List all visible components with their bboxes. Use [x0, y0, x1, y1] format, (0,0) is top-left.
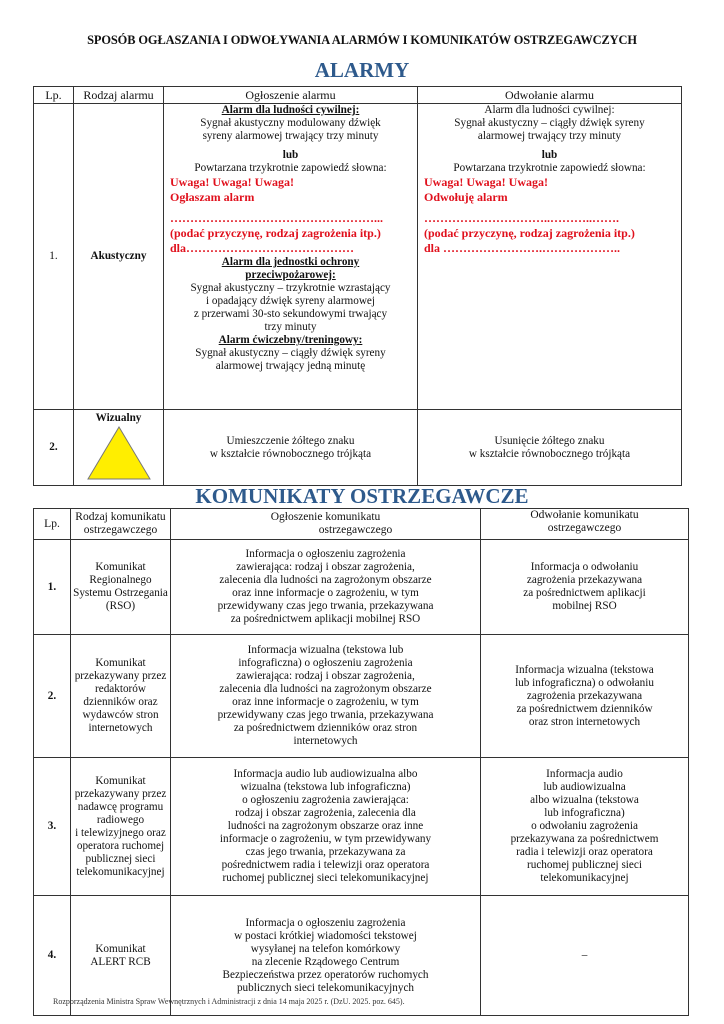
fire-heading: Alarm dla jednostki ochrony [221, 256, 360, 268]
red-text: Uwaga! Uwaga! Uwaga! [424, 175, 548, 189]
text-line: syreny alarmowej trwający trzy minuty [202, 130, 379, 142]
type-cell [71, 635, 171, 758]
text-line: telekomunikacyjnej [76, 865, 165, 878]
text-line: wysyłanej na telefon komórkowy [250, 942, 401, 955]
text-line: Systemu Ostrzegania [73, 587, 168, 599]
text-line: lub audiowizualna [543, 781, 626, 793]
text-line: 3. [47, 820, 57, 832]
text-line: na zlecenie Rządowego Centrum [251, 955, 400, 968]
text-line: za pośrednictwem dzienników [516, 702, 653, 715]
text-line: Usunięcie żółtego znaku [494, 434, 605, 447]
text-line: Umieszczenie żółtego znaku [226, 434, 355, 447]
text-line: Informacja o ogłoszeniu zagrożenia [245, 916, 406, 929]
text-line: Komunikat [95, 774, 146, 787]
revoke-cell [481, 540, 689, 635]
table-row [34, 540, 689, 635]
alarm-type: Wizualny [95, 412, 142, 424]
text-line: operatora ruchomej [76, 839, 165, 852]
text-line: – [581, 949, 588, 961]
header-line: ostrzegawczego [83, 524, 158, 536]
or-label: lub [541, 149, 558, 161]
text-line: lub infograficzna) o odwołaniu [515, 676, 654, 689]
komunikaty-table [33, 508, 689, 1016]
footer-legal-note: Rozporządzenia Ministra Spraw Wewnętrznych i Administracji z dnia 14 maja 2025 r. (DzU. 2025. poz. 645). [53, 997, 405, 1006]
header-alarm-type: Rodzaj alarmu [74, 87, 164, 104]
text-line: publicznej sieci [85, 852, 156, 865]
text-line: zagrożenia przekazywana [526, 574, 643, 586]
text-line: w kształcie równobocznego trójkąta [209, 447, 372, 460]
page-title: SPOSÓB OGŁASZANIA I ODWOŁYWANIA ALARMÓW I KOMUNIKATÓW OSTRZEGAWCZYCH [87, 33, 637, 47]
red-text: ……………………………………………... [170, 211, 383, 225]
type-cell [71, 540, 171, 635]
text-line: Komunikat [95, 942, 146, 955]
text-line: Informacja wizualna (tekstowa lub [247, 644, 404, 656]
text-line: Powtarzana trzykrotnie zapowiedź słowna: [194, 162, 387, 174]
text-line: Informacja audio [546, 768, 623, 780]
header-announce [171, 509, 481, 540]
alarm-table-header [34, 87, 682, 104]
text-line: Powtarzana trzykrotnie zapowiedź słowna: [453, 162, 646, 174]
table-row [34, 635, 689, 758]
revoke-cell [481, 896, 689, 1016]
text-line: Komunikat [95, 561, 146, 573]
text-line: publicznych sieci telekomunikacyjnych [236, 981, 415, 994]
text-line: Informacja o odwołaniu [530, 561, 639, 573]
alarm-table [33, 86, 682, 486]
row-number [34, 758, 71, 896]
alarm-type: Akustyczny [74, 104, 164, 410]
header-announce: Ogłoszenie alarmu [164, 87, 418, 104]
text-line: oraz inne informacje o zagrożeniu, w tym [232, 587, 419, 599]
text-line: alarmowej trwający jedną minutę [215, 360, 366, 372]
header-revoke: Odwołanie alarmu [418, 87, 682, 104]
row-number [34, 635, 71, 758]
red-text: Odwołuję alarm [424, 190, 508, 204]
text-line: zawierająca: rodzaj i obszar zagrożenia, [236, 561, 415, 573]
text-line: dzienników oraz [83, 696, 158, 708]
row-number: 1. [34, 104, 74, 410]
text-line: 4. [47, 949, 57, 961]
text-line: internetowych [88, 722, 153, 734]
text-line: przekazywany przez [74, 670, 167, 682]
text-line: wydawców stron [82, 709, 159, 721]
text-line: za pośrednictwem aplikacji [523, 587, 646, 599]
text-line: informacje o zagrożeniu, w tym przewidywany [219, 833, 432, 845]
drill-heading: Alarm ćwiczebny/treningowy: [218, 334, 363, 346]
text-line: i telewizyjnego oraz [75, 826, 166, 839]
text-line: czas jego trwania, przekazywana za [245, 846, 406, 858]
text-line: nadawcę programu [77, 800, 164, 813]
red-text: (podać przyczynę, rodzaj zagrożenia itp.) [424, 226, 635, 240]
civil-heading: Alarm dla ludności cywilnej: [484, 104, 615, 116]
text-line: Informacja wizualna (tekstowa [515, 663, 654, 676]
text-line: internetowych [293, 735, 358, 747]
text-line: oraz stron internetowych [528, 715, 641, 728]
text-line: infograficzna) o ogłoszeniu zagrożenia [238, 657, 413, 669]
text-line: o odwołaniu zagrożenia [531, 820, 638, 832]
header-line: Ogłoszenie komunikatu [270, 511, 381, 523]
text-line: Sygnał akustyczny modulowany dźwięk [200, 117, 381, 129]
header-line: Odwołanie komunikatu [530, 509, 639, 521]
text-line: Sygnał akustyczny – ciągły dźwięk syreny [195, 347, 386, 359]
text-line: alarmowej trwający trzy minuty [477, 130, 622, 142]
table-row [34, 758, 689, 896]
text-line: trzy minuty [264, 321, 317, 333]
text-line: Regionalnego [89, 574, 152, 586]
announce-cell [171, 758, 481, 896]
civil-heading: Alarm dla ludności cywilnej: [221, 104, 360, 116]
text-line: zawierająca: rodzaj i obszar zagrożenia, [236, 670, 415, 682]
text-line: mobilnej RSO [552, 600, 617, 612]
header-revoke [481, 509, 689, 540]
text-line: ruchomej publicznej sieci telekomunikacyjnej [222, 872, 429, 884]
revoke-cell [418, 410, 682, 486]
header-line: ostrzegawczego [547, 522, 622, 534]
komunikaty-table-header [34, 509, 689, 540]
text-line: zagrożenia przekazywana [526, 689, 643, 702]
table-row [34, 410, 682, 486]
red-text: (podać przyczynę, rodzaj zagrożenia itp.) [170, 226, 381, 240]
yellow-triangle-icon [86, 425, 152, 481]
text-line: radiowego [96, 813, 145, 826]
text-line: wizualna (tekstowa lub infograficzna) [240, 781, 411, 793]
red-text: dla …………………….……………….. [424, 241, 621, 255]
text-line: (RSO) [105, 600, 136, 612]
text-line: o ogłoszeniu zagrożenia zawierająca: [242, 794, 409, 806]
fire-heading: przeciwpożarowej: [245, 269, 336, 281]
row-number [34, 540, 71, 635]
text-line: Informacja audio lub audiowizualna albo [233, 768, 418, 780]
red-text: Ogłaszam alarm [170, 190, 255, 204]
komunikaty-section-title: KOMUNIKATY OSTRZEGAWCZE [195, 484, 529, 508]
text-line: przekazywana za pośrednictwem [510, 833, 659, 845]
type-cell [71, 758, 171, 896]
text-line: w kształcie równobocznego trójkąta [468, 447, 631, 460]
announce-cell [171, 540, 481, 635]
header-line: Rodzaj komunikatu [75, 511, 166, 523]
revoke-cell [481, 635, 689, 758]
text-line: Komunikat [95, 657, 146, 669]
text-line: rodzaj i obszar zagrożenia, zalecenia dla [235, 807, 416, 819]
text-line: pośrednictwem radia i telewizji oraz operatora [221, 859, 430, 871]
text-line: i opadający dźwięk syreny alarmowej [206, 295, 375, 307]
text-line: Sygnał akustyczny – ciągły dźwięk syreny [454, 117, 645, 129]
text-line: 1. [47, 580, 57, 593]
text-line: 2. [47, 689, 57, 702]
announce-cell [164, 104, 418, 410]
alarm-type-cell [74, 410, 164, 486]
row-number: 2. [34, 410, 74, 486]
table-row [34, 104, 682, 410]
revoke-cell [418, 104, 682, 410]
announce-cell [164, 410, 418, 486]
text-line: redaktorów [95, 683, 146, 695]
text-line: Informacja o ogłoszeniu zagrożenia [245, 548, 406, 560]
header-lp: Lp. [34, 509, 71, 540]
text-line: przewidywany czas jego trwania, przekazywana [217, 709, 434, 721]
text-line: Sygnał akustyczny – trzykrotnie wzrastający [190, 282, 391, 294]
text-line: za pośrednictwem aplikacji mobilnej RSO [230, 613, 421, 625]
text-line: przekazywany przez [74, 787, 167, 800]
text-line: przewidywany czas jego trwania, przekazywana [217, 600, 434, 612]
red-text: Uwaga! Uwaga! Uwaga! [170, 175, 294, 189]
header-line: ostrzegawczego [318, 524, 393, 536]
text-line: ALERT RCB [90, 955, 151, 968]
header-lp: Lp. [34, 87, 74, 104]
red-text: dla…………………………………… [170, 241, 355, 255]
announce-cell [171, 635, 481, 758]
text-line: za pośrednictwem dzienników oraz stron [233, 722, 418, 734]
header-type [71, 509, 171, 540]
text-line: Bezpieczeństwa przez operatorów ruchomych [222, 968, 429, 981]
text-line: albo wizualna (tekstowa [530, 794, 639, 806]
red-text: …………………………..………..……. [424, 211, 619, 225]
text-line: zalecenia dla ludności na zagrożonym obszarze [219, 574, 432, 586]
text-line: telekomunikacyjnej [540, 872, 629, 884]
alarmy-section-title: ALARMY [314, 58, 410, 82]
text-line: ruchomej publicznej sieci [527, 859, 642, 871]
text-line: w postaci krótkiej wiadomości tekstowej [234, 929, 417, 942]
text-line: ludności na zagrożonym obszarze oraz inne [227, 820, 424, 832]
text-line: z przerwami 30-sto sekundowymi trwający [193, 308, 388, 320]
text-line: lub infograficzna) [544, 807, 625, 819]
revoke-cell [481, 758, 689, 896]
or-label: lub [282, 149, 299, 161]
text-line: zalecenia dla ludności na zagrożonym obszarze [219, 683, 432, 695]
text-line: radia i telewizji oraz operatora [516, 846, 653, 858]
text-line: oraz inne informacje o zagrożeniu, w tym [232, 696, 419, 708]
